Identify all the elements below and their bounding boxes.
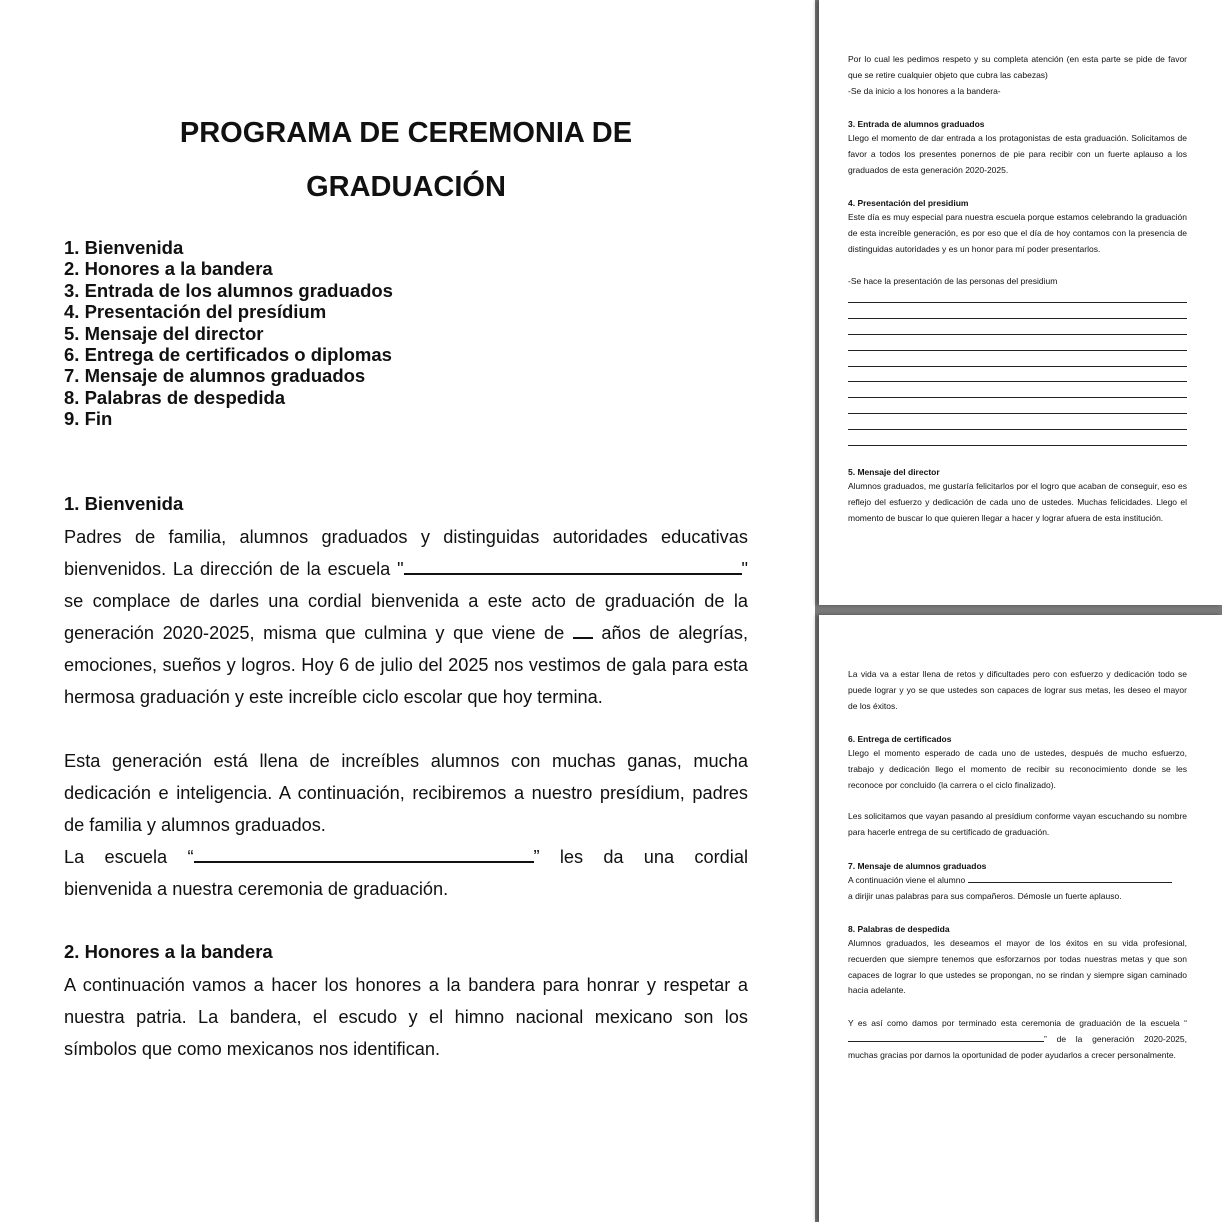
page-title xyxy=(64,106,748,214)
outline-item: 5. Mensaje del director xyxy=(64,322,264,344)
writing-line[interactable] xyxy=(848,302,1187,303)
entrance-paragraph: Llego el momento de dar entrada a los protagonistas de esta graduación. Solicitamos de favor a todos los presentes ponernos de pie para recibir con un fuerte aplauso a los graduados de esta generación 2020-2025. xyxy=(848,133,1187,175)
section-heading-entrada: 3. Entrada de alumnos graduados xyxy=(848,119,985,129)
presidium-note: -Se hace la presentación de las personas del presidium xyxy=(848,276,1058,286)
section-heading-mensaje-alumnos: 7. Mensaje de alumnos graduados xyxy=(848,861,987,871)
word: cordial xyxy=(694,847,748,867)
student-speaker-paragraph xyxy=(848,873,1187,905)
writing-line[interactable] xyxy=(848,366,1187,367)
writing-line[interactable] xyxy=(848,381,1187,382)
school-name-blank[interactable] xyxy=(404,555,742,575)
word: da xyxy=(603,847,624,867)
student-outro-text: a dirijir unas palabras para sus compañeros. Démosle un fuerte aplauso. xyxy=(848,890,1122,901)
title-line-1: PROGRAMA DE CEREMONIA DE xyxy=(179,117,633,149)
closing-text-b: ” de la generación 2020-2025, muchas gracias por darnos la oportunidad de poder ayudarlos a crecer personalmente. xyxy=(848,1033,1187,1060)
section-heading-certificados: 6. Entrega de certificados xyxy=(848,734,952,744)
section-heading-bienvenida: 1. Bienvenida xyxy=(64,493,184,514)
school-welcome-line xyxy=(64,841,748,873)
flag-honors-note: -Se da inicio a los honores a la bandera- xyxy=(848,86,1001,96)
writing-line[interactable] xyxy=(848,397,1187,398)
student-intro-text: A continuación viene el alumno xyxy=(848,875,966,885)
close-quote: ” xyxy=(533,847,540,867)
closing-text-a: Y es así como damos por terminado esta ceremonia de graduación de la escuela “ xyxy=(848,1018,1187,1028)
outline-item: 1. Bienvenida xyxy=(64,237,184,258)
word: una xyxy=(643,847,675,867)
outline-item: 3. Entrada de los alumnos graduados xyxy=(64,279,393,301)
section-heading-director: 5. Mensaje del director xyxy=(848,467,940,477)
respect-paragraph: Por lo cual les pedimos respeto y su completa atención (en esta parte se pide de favor que se retire cualquier objeto que cubra las cabezas) xyxy=(848,54,1187,80)
certificates-paragraph: Llego el momento esperado de cada uno de ustedes, después de mucho esfuerzo, trabajo y dedicación llego el momento de recibir su reconocimiento donde se les reconoce por concluido (la carrera o el ciclo finalizado). xyxy=(848,748,1187,790)
outline-item: 6. Entrega de certificados o diplomas xyxy=(64,344,392,366)
outline-item: 8. Palabras de despedida xyxy=(64,386,286,408)
school-name-group xyxy=(187,841,539,873)
writing-line[interactable] xyxy=(848,413,1187,414)
welcome-text-b: " se complace de darles una cordial bienvenida a este acto de graduación de la generación 2020-2025, misma que culmina y que viene de xyxy=(64,559,748,643)
word: les xyxy=(559,847,584,867)
presidium-paragraph: Este día es muy especial para nuestra escuela porque estamos celebrando la graduación de esta increíble generación, es por eso que el día de hoy contamos con la presencia de distinguidas autoridades y es un honor para mí poder presentarlos. xyxy=(848,212,1187,254)
student-name-blank[interactable] xyxy=(968,874,1172,883)
school-welcome-end: bienvenida a nuestra ceremonia de graduación. xyxy=(64,879,449,899)
outline-item: 7. Mensaje de alumnos graduados xyxy=(64,365,366,387)
writing-line[interactable] xyxy=(848,318,1187,319)
certificates-paragraph-2: Les solicitamos que vayan pasando al presídium conforme vayan escuchando su nombre para hacerle entrega de su certificado de graduación. xyxy=(848,811,1187,837)
writing-line[interactable] xyxy=(848,334,1187,335)
outline-item: 4. Presentación del presídium xyxy=(64,301,327,323)
writing-line[interactable] xyxy=(848,350,1187,351)
section-heading-honores: 2. Honores a la bandera xyxy=(64,941,273,962)
word: La xyxy=(64,847,85,867)
program-outline xyxy=(64,237,393,430)
outline-item: 9. Fin xyxy=(64,408,113,430)
welcome-text-a: Padres de familia, alumnos graduados y distinguidas autoridades educativas bienvenidos. La dirección de la escuela " xyxy=(64,527,748,579)
section-heading-presidium: 4. Presentación del presidium xyxy=(848,198,969,208)
generation-paragraph: Esta generación está llena de increíbles alumnos con muchas ganas, mucha dedicación e inteligencia. A continuación, recibiremos a nuestro presídium, padres de familia y alumnos graduados. xyxy=(64,751,748,835)
flag-honors-paragraph: A continuación vamos a hacer los honores a la bandera para honrar y respetar a nuestra patria. La bandera, el escudo y el himno nacional mexicano son los símbolos que como mexicanos nos identifican. xyxy=(64,975,748,1059)
school-welcome-paragraph xyxy=(64,841,748,905)
welcome-paragraph xyxy=(64,521,748,713)
open-quote: “ xyxy=(187,847,194,867)
closing-school-blank[interactable] xyxy=(848,1033,1044,1042)
section-heading-despedida: 8. Palabras de despedida xyxy=(848,924,950,934)
years-blank[interactable] xyxy=(573,619,593,639)
director-paragraph: Alumnos graduados, me gustaría felicitarlos por el logro que acaban de conseguir, eso es reflejo del esfuerzo y dedicación de cada uno de ustedes. Muchas felicidades. Llego el momento de buscar lo que quieren llegar a hacer y lograr afuera de esta institución. xyxy=(848,481,1187,523)
welcome-text-c: años de alegrías, emociones, sueños y logros. Hoy 6 de julio del 2025 nos vestimos de gala para esta hermosa graduación y este increíble ciclo escolar que hoy termina. xyxy=(64,623,748,707)
word: escuela xyxy=(104,847,168,867)
school-name-blank-2[interactable] xyxy=(194,843,534,863)
farewell-paragraph: Alumnos graduados, les deseamos el mayor de los éxitos en su vida profesional, recuerden que siempre tenemos que esforzarnos por todas nuestras metas y que son capaces de lograr lo que ustedes se propongan, no se rindan y siempre sigan caminado hacia adelante. xyxy=(848,938,1187,996)
writing-line[interactable] xyxy=(848,445,1187,446)
title-line-2: GRADUACIÓN xyxy=(306,171,506,203)
closing-paragraph xyxy=(848,1016,1187,1063)
writing-line[interactable] xyxy=(848,429,1187,430)
life-paragraph: La vida va a estar llena de retos y dificultades pero con esfuerzo y dedicación todo se puede lograr y yo se que ustedes son capaces de lograr sus metas, les deseo el mayor de los éxitos. xyxy=(848,669,1187,711)
outline-item: 2. Honores a la bandera xyxy=(64,258,273,280)
